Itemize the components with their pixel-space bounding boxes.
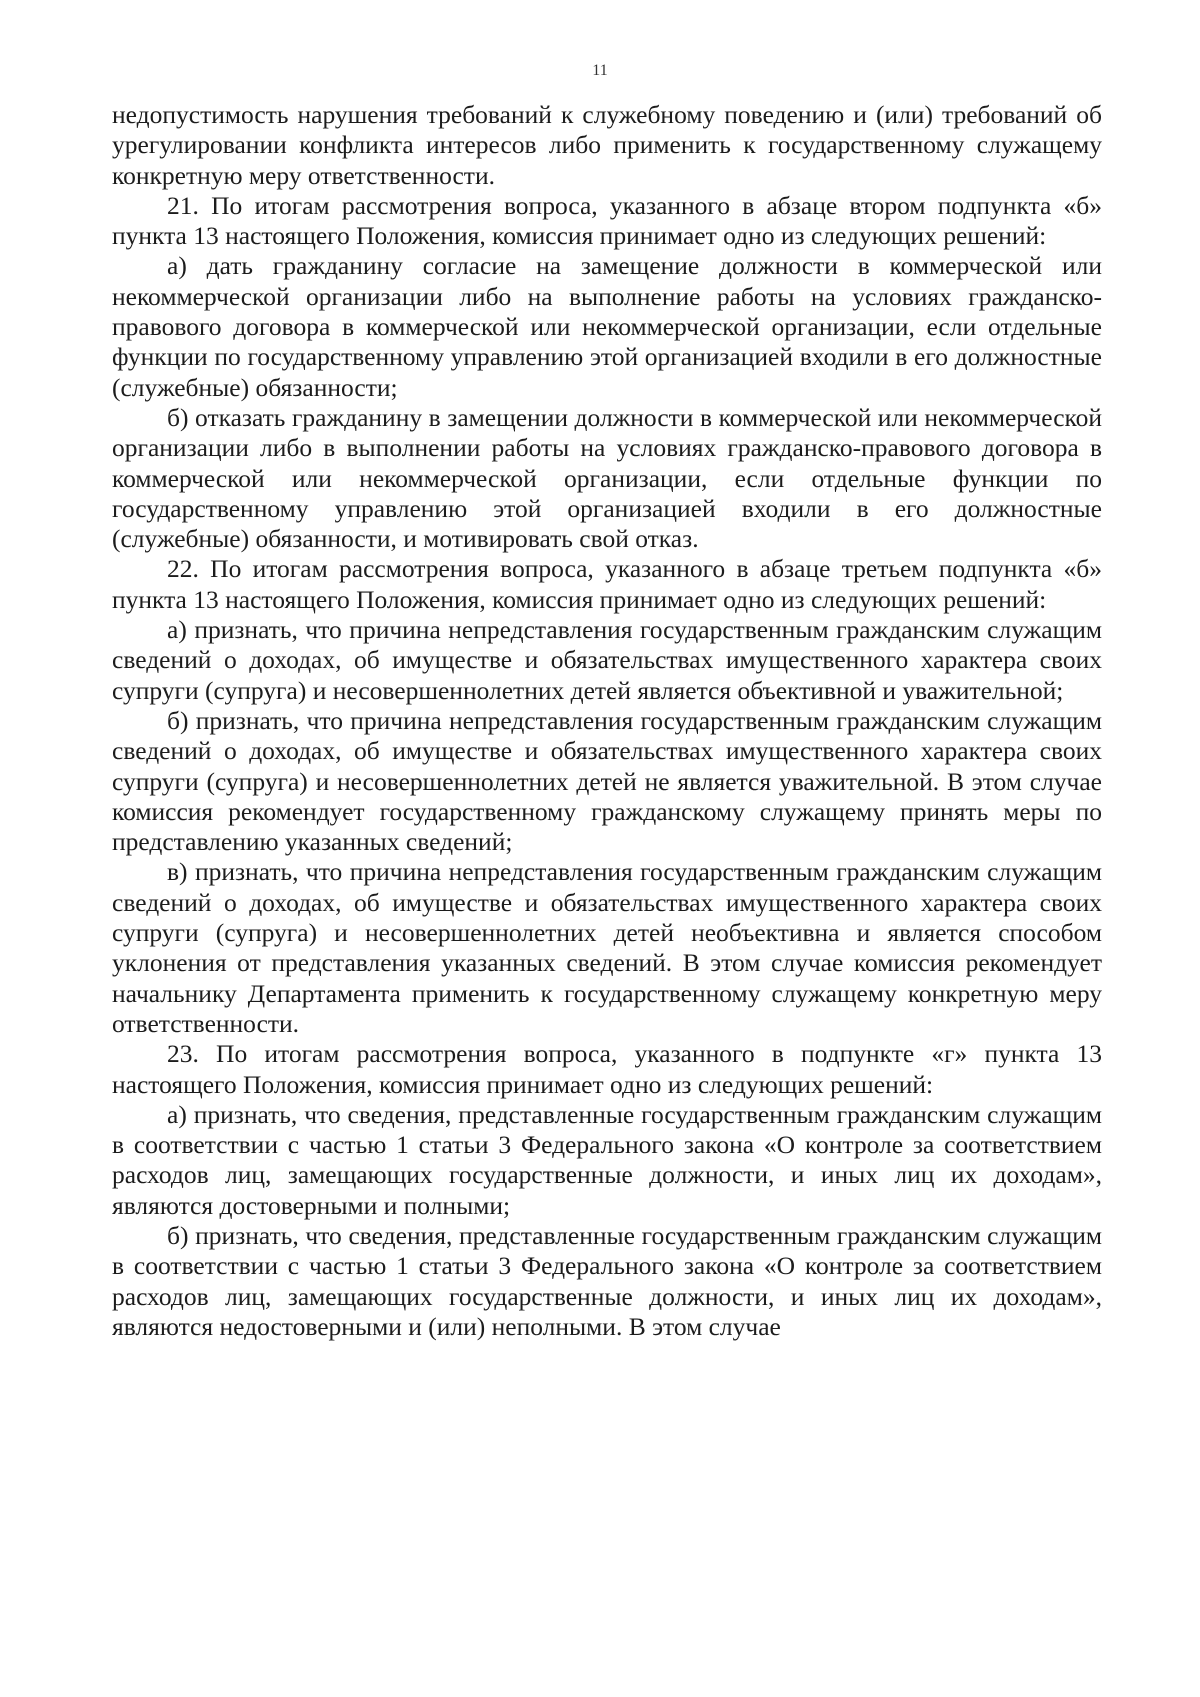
paragraph: а) признать, что сведения, представленные государственным гражданским служащим в соответствии с частью 1 статьи 3 Федерального закона «О контроле за соответствием расходов лиц, замещающих государственные должности, и иных лиц их доходам», являются достоверными и полными; [112,1099,1102,1220]
paragraph: в) признать, что причина непредставления государственным гражданским служащим сведений о доходах, об имуществе и обязательствах имущественного характера своих супруги (супруга) и несовершеннолетних детей необъективна и является способом уклонения от представления указанных сведений. В этом случае комиссия рекомендует начальнику Департамента применить к государственному служащему конкретную меру ответственности. [112,857,1102,1038]
paragraph: 21. По итогам рассмотрения вопроса, указанного в абзаце втором подпункта «б» пункта 13 настоящего Положения, комиссия принимает одно из следующих решений: [112,190,1102,251]
paragraph: б) отказать гражданину в замещении должности в коммерческой или некоммерческой организации либо в выполнении работы на условиях гражданско-правового договора в коммерческой или некоммерческой организации, если отдельные функции по государственному управлению этой организацией входили в его должностные (служебные) обязанности, и мотивировать свой отказ. [112,402,1102,554]
paragraph: 23. По итогам рассмотрения вопроса, указанного в подпункте «г» пункта 13 настоящего Положения, комиссия принимает одно из следующих решений: [112,1039,1102,1099]
page-number: 11 [592,62,608,79]
paragraph: недопустимость нарушения требований к служебному поведению и (или) требований об урегулировании конфликта интересов либо применить к государственному служащему конкретную меру ответственности. [112,100,1102,190]
paragraph: б) признать, что причина непредставления государственным гражданским служащим сведений о доходах, об имуществе и обязательствах имущественного характера своих супруги (супруга) и несовершеннолетних детей не является уважительной. В этом случае комиссия рекомендует государственному гражданскому служащему принять меры по представлению указанных сведений; [112,705,1102,857]
paragraph: б) признать, что сведения, представленные государственным гражданским служащим в соответствии с частью 1 статьи 3 Федерального закона «О контроле за соответствием расходов лиц, замещающих государственные должности, и иных лиц их доходам», являются недостоверными и (или) неполными. В этом случае [112,1220,1102,1341]
document-body [112,100,1102,1342]
paragraph: а) дать гражданину согласие на замещение должности в коммерческой или некоммерческой организации либо на выполнение работы на условиях гражданско-правового договора в коммерческой или некоммерческой организации, если отдельные функции по государственному управлению этой организацией входили в его должностные (служебные) обязанности; [112,251,1102,402]
paragraph: 22. По итогам рассмотрения вопроса, указанного в абзаце третьем подпункта «б» пункта 13 настоящего Положения, комиссия принимает одно из следующих решений: [112,554,1102,614]
paragraph: а) признать, что причина непредставления государственным гражданским служащим сведений о доходах, об имуществе и обязательствах имущественного характера своих супруги (супруга) и несовершеннолетних детей является объективной и уважительной; [112,615,1102,705]
